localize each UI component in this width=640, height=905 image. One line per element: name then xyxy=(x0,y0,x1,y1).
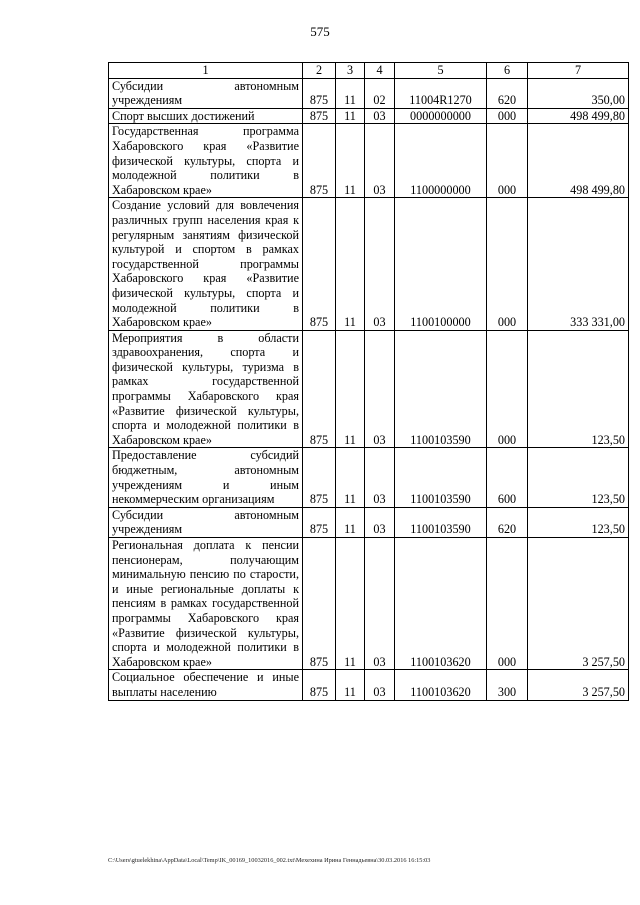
column-header: 4 xyxy=(365,63,395,79)
table-row xyxy=(109,670,629,700)
row-code: 875 xyxy=(303,78,336,108)
budget-table xyxy=(108,62,629,701)
row-name: Создание условий для вовлечения различных групп населения края к регулярным занятиям физической культурой и спортом в рамках государственной программы Хабаровского края «Развитие физической культуры, спорта и молодежной политики в Хабаровском крае» xyxy=(109,198,303,330)
table-row xyxy=(109,78,629,108)
column-header: 3 xyxy=(336,63,365,79)
row-target-article: 1100103590 xyxy=(395,507,487,537)
row-target-article: 1100103620 xyxy=(395,538,487,670)
row-subsection: 03 xyxy=(365,670,395,700)
row-expense-type: 000 xyxy=(487,330,528,448)
row-code: 875 xyxy=(303,108,336,124)
row-expense-type: 620 xyxy=(487,507,528,537)
row-section: 11 xyxy=(336,124,365,198)
row-name: Субсидии автономным учреждениям xyxy=(109,78,303,108)
row-expense-type: 000 xyxy=(487,538,528,670)
row-code: 875 xyxy=(303,330,336,448)
row-expense-type: 000 xyxy=(487,124,528,198)
row-amount: 3 257,50 xyxy=(528,670,629,700)
row-subsection: 03 xyxy=(365,538,395,670)
row-expense-type: 600 xyxy=(487,448,528,507)
table-row xyxy=(109,198,629,330)
row-section: 11 xyxy=(336,108,365,124)
row-code: 875 xyxy=(303,538,336,670)
row-code: 875 xyxy=(303,198,336,330)
row-target-article: 1100103590 xyxy=(395,448,487,507)
column-header: 2 xyxy=(303,63,336,79)
row-name: Государственная программа Хабаровского края «Развитие физической культуры, спорта и молодежной политики в Хабаровском крае» xyxy=(109,124,303,198)
row-expense-type: 000 xyxy=(487,198,528,330)
file-path-footer: C:\Users\gtuelekhina\AppData\Local\Temp\IK_00169_10032016_002.txt\Мехехина Ирина Геннадьевна\30.03.2016 16:15:03 xyxy=(108,857,431,864)
row-subsection: 03 xyxy=(365,108,395,124)
row-section: 11 xyxy=(336,507,365,537)
page-number: 575 xyxy=(310,24,330,39)
row-subsection: 02 xyxy=(365,78,395,108)
row-expense-type: 620 xyxy=(487,78,528,108)
column-header: 6 xyxy=(487,63,528,79)
table-row xyxy=(109,124,629,198)
table-row xyxy=(109,507,629,537)
column-header: 7 xyxy=(528,63,629,79)
row-amount: 498 499,80 xyxy=(528,108,629,124)
row-subsection: 03 xyxy=(365,507,395,537)
row-amount: 123,50 xyxy=(528,448,629,507)
row-target-article: 1100103620 xyxy=(395,670,487,700)
table-row xyxy=(109,108,629,124)
row-expense-type: 300 xyxy=(487,670,528,700)
row-code: 875 xyxy=(303,448,336,507)
row-section: 11 xyxy=(336,670,365,700)
row-name: Мероприятия в области здравоохранения, спорта и физической культуры, туризма в рамках государственной программы Хабаровского края «Развитие физической культуры, спорта и молодежной политики в Хабаровском крае» xyxy=(109,330,303,448)
row-target-article: 11004R1270 xyxy=(395,78,487,108)
table-row xyxy=(109,330,629,448)
row-amount: 350,00 xyxy=(528,78,629,108)
row-subsection: 03 xyxy=(365,448,395,507)
column-header: 1 xyxy=(109,63,303,79)
row-section: 11 xyxy=(336,78,365,108)
row-amount: 123,50 xyxy=(528,330,629,448)
row-amount: 333 331,00 xyxy=(528,198,629,330)
row-code: 875 xyxy=(303,124,336,198)
row-name: Социальное обеспечение и иные выплаты населению xyxy=(109,670,303,700)
row-name: Предоставление субсидий бюджетным, автономным учреждениям и иным некоммерческим организациям xyxy=(109,448,303,507)
row-section: 11 xyxy=(336,330,365,448)
table-row xyxy=(109,538,629,670)
table-header-row xyxy=(109,63,629,79)
row-section: 11 xyxy=(336,198,365,330)
row-subsection: 03 xyxy=(365,124,395,198)
row-name: Субсидии автономным учреждениям xyxy=(109,507,303,537)
row-amount: 498 499,80 xyxy=(528,124,629,198)
row-amount: 3 257,50 xyxy=(528,538,629,670)
row-target-article: 1100000000 xyxy=(395,124,487,198)
row-code: 875 xyxy=(303,670,336,700)
row-target-article: 1100100000 xyxy=(395,198,487,330)
row-expense-type: 000 xyxy=(487,108,528,124)
row-target-article: 0000000000 xyxy=(395,108,487,124)
row-subsection: 03 xyxy=(365,198,395,330)
row-code: 875 xyxy=(303,507,336,537)
row-section: 11 xyxy=(336,538,365,670)
row-target-article: 1100103590 xyxy=(395,330,487,448)
row-name: Региональная доплата к пенсии пенсионерам, получающим минимальную пенсию по старости, и иные региональные доплаты к пенсиям в рамках государственной программы Хабаровского края «Развитие физической культуры, спорта и молодежной политики в Хабаровском крае» xyxy=(109,538,303,670)
row-subsection: 03 xyxy=(365,330,395,448)
row-name: Спорт высших достижений xyxy=(109,108,303,124)
row-amount: 123,50 xyxy=(528,507,629,537)
column-header: 5 xyxy=(395,63,487,79)
table-row xyxy=(109,448,629,507)
row-section: 11 xyxy=(336,448,365,507)
